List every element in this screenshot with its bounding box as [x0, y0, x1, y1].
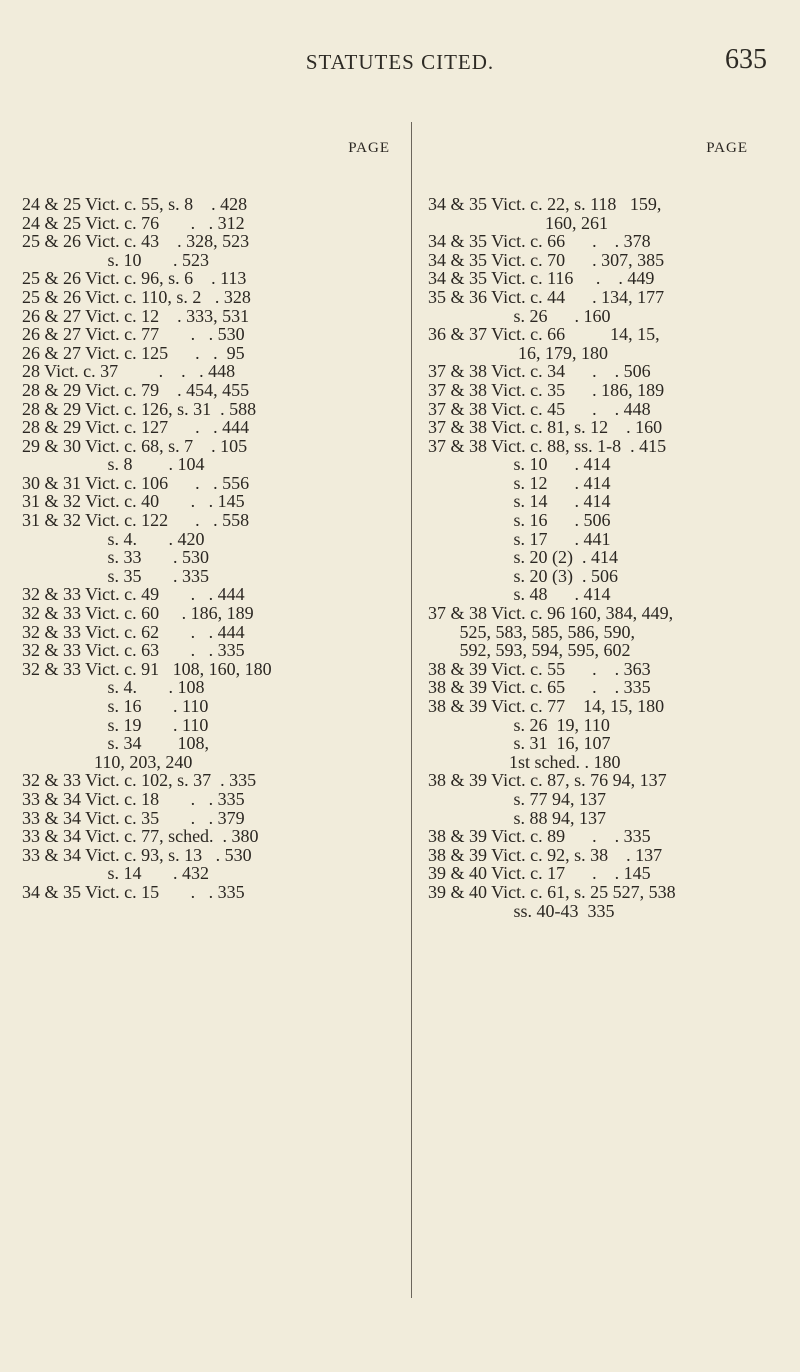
index-entry: 26 & 27 Vict. c. 12 . 333, 531 [22, 306, 250, 326]
index-entry: 32 & 33 Vict. c. 49 . . 444 [22, 585, 245, 605]
right-column-heading: PAGE [706, 140, 748, 157]
index-entry: 37 & 38 Vict. c. 81, s. 12 . 160 [428, 418, 663, 437]
index-entry: 16, 179, 180 [428, 343, 608, 363]
index-entry: 32 & 33 Vict. c. 102, s. 37 . 335 [22, 771, 257, 790]
index-entry: 37 & 38 Vict. c. 88, ss. 1-8 . 415 [428, 436, 667, 456]
index-entry: 25 & 26 Vict. c. 110, s. 2 . 328 [22, 287, 251, 307]
index-entry: 38 & 39 Vict. c. 77 14, 15, 180 [428, 697, 665, 716]
index-entry: 38 & 39 Vict. c. 87, s. 76 94, 137 [428, 771, 667, 790]
index-entry: 1st sched. . 180 [428, 752, 621, 772]
index-entry: 28 & 29 Vict. c. 127 . . 444 [22, 418, 250, 437]
index-entry: 25 & 26 Vict. c. 43 . 328, 523 [22, 232, 250, 251]
index-entry: s. 10 . 414 [428, 455, 611, 474]
index-entry: s. 20 (3) . 506 [428, 566, 618, 586]
index-entry: s. 34 108, [22, 734, 210, 753]
index-entry: 37 & 38 Vict. c. 96 160, 384, 449, [428, 604, 674, 623]
index-entry: 34 & 35 Vict. c. 70 . 307, 385 [428, 250, 665, 270]
right-column [428, 102, 780, 957]
left-column-entries [22, 195, 400, 902]
index-entry: 38 & 39 Vict. c. 89 . . 335 [428, 827, 651, 846]
index-entry: 525, 583, 585, 586, 590, [428, 622, 635, 642]
index-entry: 34 & 35 Vict. c. 66 . . 378 [428, 232, 651, 251]
left-column-heading: PAGE [348, 140, 390, 157]
index-entry: 28 & 29 Vict. c. 126, s. 31 . 588 [22, 399, 257, 419]
index-entry: 38 & 39 Vict. c. 55 . . 363 [428, 659, 651, 679]
index-entry: 38 & 39 Vict. c. 65 . . 335 [428, 678, 651, 697]
index-entry: s. 77 94, 137 [428, 789, 607, 809]
index-entry: 35 & 36 Vict. c. 44 . 134, 177 [428, 287, 665, 307]
index-entry: 34 & 35 Vict. c. 15 . . 335 [22, 882, 245, 902]
index-entry: s. 26 . 160 [428, 306, 611, 326]
index-entry: 32 & 33 Vict. c. 63 . . 335 [22, 641, 245, 660]
index-entry: 38 & 39 Vict. c. 92, s. 38 . 137 [428, 845, 663, 865]
column-divider [411, 122, 412, 1298]
index-entry: ss. 40-43 335 [428, 901, 615, 921]
index-entry: 34 & 35 Vict. c. 116 . . 449 [428, 269, 655, 288]
index-entry: 33 & 34 Vict. c. 77, sched. . 380 [22, 827, 259, 846]
index-entry: 32 & 33 Vict. c. 91 108, 160, 180 [22, 659, 272, 679]
right-column-entries [428, 195, 780, 920]
index-entry: 39 & 40 Vict. c. 61, s. 25 527, 538 [428, 882, 676, 902]
index-entry: 24 & 25 Vict. c. 55, s. 8 . 428 [22, 194, 248, 214]
index-entry: 160, 261 [428, 213, 608, 233]
index-entry: s. 14 . 432 [22, 864, 210, 883]
index-entry: 31 & 32 Vict. c. 40 . . 145 [22, 492, 245, 512]
page-number: 635 [725, 44, 767, 75]
index-entry: 28 & 29 Vict. c. 79 . 454, 455 [22, 380, 250, 400]
index-entry: s. 12 . 414 [428, 473, 611, 493]
running-head [0, 44, 800, 84]
index-entry: s. 10 . 523 [22, 250, 210, 270]
index-entry: s. 35 . 335 [22, 566, 210, 586]
index-entry: s. 8 . 104 [22, 455, 205, 474]
index-entry: 37 & 38 Vict. c. 35 . 186, 189 [428, 380, 665, 400]
index-entry: s. 48 . 414 [428, 585, 611, 605]
index-entry: 30 & 31 Vict. c. 106 . . 556 [22, 473, 250, 493]
index-entry: 26 & 27 Vict. c. 77 . . 530 [22, 325, 245, 344]
index-entry: s. 16 . 506 [428, 511, 611, 530]
index-entry: s. 20 (2) . 414 [428, 548, 618, 567]
index-entry: s. 31 16, 107 [428, 734, 611, 753]
index-entry: 33 & 34 Vict. c. 93, s. 13 . 530 [22, 845, 252, 865]
index-entry: 33 & 34 Vict. c. 35 . . 379 [22, 808, 245, 828]
index-entry: s. 19 . 110 [22, 715, 209, 735]
index-entry: 32 & 33 Vict. c. 62 . . 444 [22, 622, 245, 642]
index-entry: 31 & 32 Vict. c. 122 . . 558 [22, 511, 250, 530]
index-entry: 39 & 40 Vict. c. 17 . . 145 [428, 864, 651, 883]
index-entry: s. 16 . 110 [22, 697, 209, 716]
index-entry: 34 & 35 Vict. c. 22, s. 118 159, [428, 194, 662, 214]
index-entry: 592, 593, 594, 595, 602 [428, 641, 631, 660]
index-entry: 28 Vict. c. 37 . . . 448 [22, 362, 236, 381]
index-entry: s. 17 . 441 [428, 529, 611, 549]
index-entry: 37 & 38 Vict. c. 45 . . 448 [428, 399, 651, 419]
index-entry: 110, 203, 240 [22, 752, 193, 772]
left-column [22, 102, 400, 939]
index-entry: s. 4. . 420 [22, 529, 205, 549]
index-entry: s. 14 . 414 [428, 492, 611, 512]
index-entry: 32 & 33 Vict. c. 60 . 186, 189 [22, 604, 254, 623]
running-title: STATUTES CITED. [305, 50, 495, 74]
index-entry: s. 33 . 530 [22, 548, 210, 567]
index-entry: s. 4. . 108 [22, 678, 205, 697]
index-entry: 37 & 38 Vict. c. 34 . . 506 [428, 362, 651, 381]
index-entry: s. 26 19, 110 [428, 715, 610, 735]
index-entry: 29 & 30 Vict. c. 68, s. 7 . 105 [22, 436, 248, 456]
index-entry: 26 & 27 Vict. c. 125 . . 95 [22, 343, 245, 363]
index-entry: 33 & 34 Vict. c. 18 . . 335 [22, 789, 245, 809]
index-entry: 24 & 25 Vict. c. 76 . . 312 [22, 213, 245, 233]
index-entry: s. 88 94, 137 [428, 808, 607, 828]
index-entry: 25 & 26 Vict. c. 96, s. 6 . 113 [22, 269, 247, 288]
index-entry: 36 & 37 Vict. c. 66 14, 15, [428, 325, 660, 344]
